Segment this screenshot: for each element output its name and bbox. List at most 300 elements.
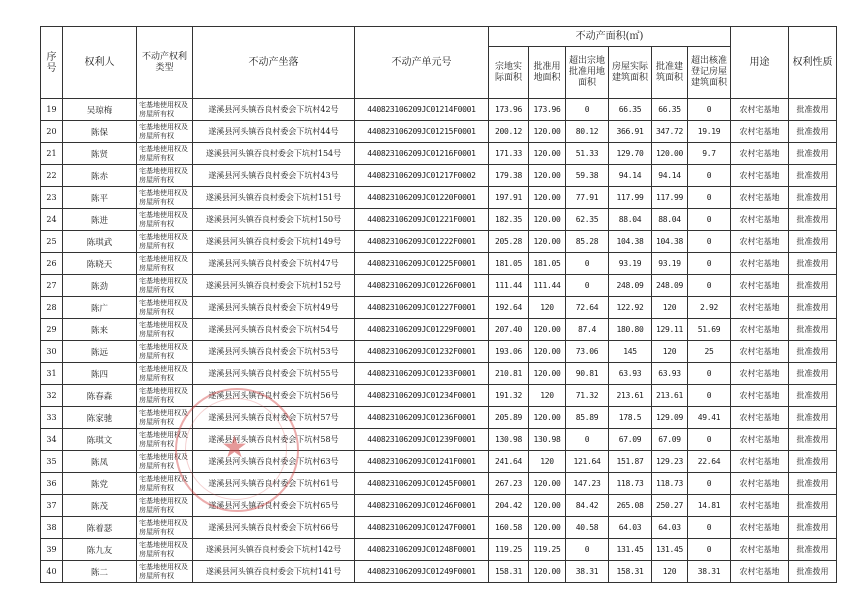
cell-right-type: 宅基地使用权及房屋所有权 [137,407,193,429]
cell-unit-number: 440823106209JC01233F0001 [355,363,489,385]
cell-approved-land: 120.00 [529,363,566,385]
cell-excess-building: 0 [688,165,731,187]
cell-actual-building: 180.80 [609,319,652,341]
cell-right-nature: 批准拨用 [789,495,837,517]
cell-actual-building: 64.03 [609,517,652,539]
cell-location: 遂溪县河头镇吞良村委会下坑村49号 [193,297,355,319]
cell-right-nature: 批准拨用 [789,341,837,363]
cell-location: 遂溪县河头镇吞良村委会下坑村55号 [193,363,355,385]
cell-usage: 农村宅基地 [731,341,789,363]
cell-actual-building: 178.5 [609,407,652,429]
cell-excess-building: 0 [688,429,731,451]
cell-usage: 农村宅基地 [731,385,789,407]
cell-right-type: 宅基地使用权及房屋所有权 [137,473,193,495]
cell-usage: 农村宅基地 [731,209,789,231]
cell-actual-building: 118.73 [609,473,652,495]
table-row [41,473,837,495]
cell-approved-land: 120.00 [529,209,566,231]
cell-approved-building: 250.27 [652,495,688,517]
cell-usage: 农村宅基地 [731,539,789,561]
cell-actual-building: 88.04 [609,209,652,231]
table-row [41,561,837,583]
cell-right-nature: 批准拨用 [789,253,837,275]
cell-land-area: 111.44 [489,275,529,297]
cell-owner: 陈着瑟 [63,517,137,539]
cell-land-area: 200.12 [489,121,529,143]
cell-right-nature: 批准拨用 [789,275,837,297]
cell-approved-building: 347.72 [652,121,688,143]
cell-approved-land: 111.44 [529,275,566,297]
cell-land-area: 210.81 [489,363,529,385]
cell-excess-building: 25 [688,341,731,363]
cell-unit-number: 440823106209JC01217F0002 [355,165,489,187]
cell-excess-building: 0 [688,539,731,561]
cell-actual-building: 63.93 [609,363,652,385]
cell-usage: 农村宅基地 [731,429,789,451]
cell-unit-number: 440823106209JC01241F0001 [355,451,489,473]
star-icon: ★ [221,430,248,465]
cell-location: 遂溪县河头镇吞良村委会下坑村66号 [193,517,355,539]
cell-excess-building: 9.7 [688,143,731,165]
cell-approved-building: 88.04 [652,209,688,231]
cell-usage: 农村宅基地 [731,451,789,473]
cell-usage: 农村宅基地 [731,187,789,209]
cell-approved-building: 120.00 [652,143,688,165]
cell-excess-building: 51.69 [688,319,731,341]
cell-excess-land: 71.32 [566,385,609,407]
table-row [41,429,837,451]
cell-location: 遂溪县河头镇吞良村委会下坑村56号 [193,385,355,407]
cell-approved-building: 94.14 [652,165,688,187]
cell-land-area: 173.96 [489,99,529,121]
cell-land-area: 241.64 [489,451,529,473]
cell-actual-building: 213.61 [609,385,652,407]
cell-right-type: 宅基地使用权及房屋所有权 [137,253,193,275]
cell-approved-land: 120.00 [529,495,566,517]
cell-approved-land: 120.00 [529,473,566,495]
cell-right-type: 宅基地使用权及房屋所有权 [137,99,193,121]
cell-actual-building: 67.09 [609,429,652,451]
cell-usage: 农村宅基地 [731,363,789,385]
cell-right-nature: 批准拨用 [789,451,837,473]
cell-excess-building: 2.92 [688,297,731,319]
cell-approved-land: 120.00 [529,319,566,341]
cell-seq: 38 [41,517,63,539]
table-row [41,231,837,253]
cell-seq: 25 [41,231,63,253]
cell-unit-number: 440823106209JC01245F0001 [355,473,489,495]
cell-approved-building: 117.99 [652,187,688,209]
cell-usage: 农村宅基地 [731,561,789,583]
cell-excess-land: 80.12 [566,121,609,143]
cell-right-nature: 批准拨用 [789,539,837,561]
cell-seq: 29 [41,319,63,341]
cell-usage: 农村宅基地 [731,253,789,275]
cell-actual-building: 131.45 [609,539,652,561]
cell-land-area: 181.05 [489,253,529,275]
table-row [41,253,837,275]
cell-owner: 陈进 [63,209,137,231]
table-row [41,209,837,231]
property-register-table [40,26,837,583]
cell-location: 遂溪县河头镇吞良村委会下坑村142号 [193,539,355,561]
cell-location: 遂溪县河头镇吞良村委会下坑村65号 [193,495,355,517]
cell-approved-building: 118.73 [652,473,688,495]
cell-right-type: 宅基地使用权及房屋所有权 [137,429,193,451]
table-row [41,165,837,187]
table-row [41,275,837,297]
cell-owner: 陈广 [63,297,137,319]
cell-usage: 农村宅基地 [731,231,789,253]
cell-right-nature: 批准拨用 [789,473,837,495]
cell-excess-land: 90.81 [566,363,609,385]
cell-approved-land: 120 [529,385,566,407]
cell-usage: 农村宅基地 [731,319,789,341]
cell-owner: 陈党 [63,473,137,495]
cell-approved-land: 119.25 [529,539,566,561]
cell-owner: 陈保 [63,121,137,143]
cell-seq: 32 [41,385,63,407]
cell-usage: 农村宅基地 [731,99,789,121]
cell-location: 遂溪县河头镇吞良村委会下坑村42号 [193,99,355,121]
cell-approved-building: 213.61 [652,385,688,407]
cell-right-nature: 批准拨用 [789,187,837,209]
cell-excess-building: 0 [688,209,731,231]
cell-seq: 36 [41,473,63,495]
cell-owner: 陈晓天 [63,253,137,275]
cell-location: 遂溪县河头镇吞良村委会下坑村141号 [193,561,355,583]
cell-excess-building: 0 [688,473,731,495]
cell-right-nature: 批准拨用 [789,429,837,451]
cell-seq: 24 [41,209,63,231]
table-row [41,121,837,143]
header-right-type: 不动产权利类型 [137,27,193,99]
cell-approved-building: 129.11 [652,319,688,341]
cell-land-area: 204.42 [489,495,529,517]
cell-unit-number: 440823106209JC01214F0001 [355,99,489,121]
cell-excess-building: 19.19 [688,121,731,143]
table-row [41,385,837,407]
cell-unit-number: 440823106209JC01216F0001 [355,143,489,165]
cell-excess-land: 38.31 [566,561,609,583]
cell-owner: 陈来 [63,319,137,341]
cell-land-area: 197.91 [489,187,529,209]
cell-location: 遂溪县河头镇吞良村委会下坑村47号 [193,253,355,275]
cell-approved-building: 63.93 [652,363,688,385]
cell-excess-land: 121.64 [566,451,609,473]
cell-excess-land: 62.35 [566,209,609,231]
cell-land-area: 179.38 [489,165,529,187]
cell-seq: 23 [41,187,63,209]
cell-actual-building: 248.09 [609,275,652,297]
cell-excess-land: 87.4 [566,319,609,341]
table-row [41,539,837,561]
cell-actual-building: 129.70 [609,143,652,165]
cell-usage: 农村宅基地 [731,165,789,187]
cell-unit-number: 440823106209JC01249F0001 [355,561,489,583]
cell-approved-building: 93.19 [652,253,688,275]
cell-right-nature: 批准拨用 [789,407,837,429]
cell-excess-land: 73.06 [566,341,609,363]
cell-right-type: 宅基地使用权及房屋所有权 [137,341,193,363]
cell-location: 遂溪县河头镇吞良村委会下坑村152号 [193,275,355,297]
cell-owner: 陈贤 [63,143,137,165]
cell-excess-land: 59.38 [566,165,609,187]
cell-approved-building: 248.09 [652,275,688,297]
cell-owner: 陈凤 [63,451,137,473]
cell-approved-building: 129.23 [652,451,688,473]
cell-seq: 30 [41,341,63,363]
cell-right-nature: 批准拨用 [789,209,837,231]
cell-excess-land: 85.28 [566,231,609,253]
cell-right-type: 宅基地使用权及房屋所有权 [137,143,193,165]
table-row [41,187,837,209]
cell-seq: 19 [41,99,63,121]
cell-owner: 陈四 [63,363,137,385]
table-row [41,451,837,473]
header-area-group: 不动产面积(㎡) [489,27,731,47]
table-body [41,99,837,583]
cell-location: 遂溪县河头镇吞良村委会下坑村154号 [193,143,355,165]
cell-unit-number: 440823106209JC01246F0001 [355,495,489,517]
cell-seq: 34 [41,429,63,451]
cell-right-nature: 批准拨用 [789,121,837,143]
cell-approved-building: 120 [652,341,688,363]
header-usage: 用途 [731,27,789,99]
header-seq: 序号 [41,27,63,99]
cell-excess-building: 14.81 [688,495,731,517]
cell-actual-building: 93.19 [609,253,652,275]
cell-right-type: 宅基地使用权及房屋所有权 [137,121,193,143]
cell-excess-building: 38.31 [688,561,731,583]
cell-excess-building: 0 [688,363,731,385]
cell-usage: 农村宅基地 [731,473,789,495]
cell-seq: 22 [41,165,63,187]
cell-location: 遂溪县河头镇吞良村委会下坑村57号 [193,407,355,429]
cell-right-type: 宅基地使用权及房屋所有权 [137,165,193,187]
cell-right-nature: 批准拨用 [789,385,837,407]
cell-land-area: 182.35 [489,209,529,231]
cell-actual-building: 66.35 [609,99,652,121]
cell-unit-number: 440823106209JC01220F0001 [355,187,489,209]
cell-seq: 27 [41,275,63,297]
cell-actual-building: 366.91 [609,121,652,143]
cell-location: 遂溪县河头镇吞良村委会下坑村44号 [193,121,355,143]
cell-approved-building: 120 [652,561,688,583]
cell-seq: 33 [41,407,63,429]
cell-land-area: 205.89 [489,407,529,429]
table-row [41,517,837,539]
cell-land-area: 205.28 [489,231,529,253]
cell-approved-land: 120 [529,297,566,319]
cell-unit-number: 440823106209JC01234F0001 [355,385,489,407]
cell-right-type: 宅基地使用权及房屋所有权 [137,517,193,539]
cell-approved-land: 120.00 [529,561,566,583]
cell-location: 遂溪县河头镇吞良村委会下坑村53号 [193,341,355,363]
cell-land-area: 193.06 [489,341,529,363]
cell-right-type: 宅基地使用权及房屋所有权 [137,209,193,231]
cell-approved-land: 120.00 [529,165,566,187]
table-row [41,143,837,165]
cell-actual-building: 104.38 [609,231,652,253]
table-row [41,319,837,341]
cell-right-type: 宅基地使用权及房屋所有权 [137,385,193,407]
cell-unit-number: 440823106209JC01232F0001 [355,341,489,363]
cell-seq: 28 [41,297,63,319]
cell-excess-land: 51.33 [566,143,609,165]
cell-right-nature: 批准拨用 [789,319,837,341]
cell-land-area: 267.23 [489,473,529,495]
cell-seq: 39 [41,539,63,561]
cell-excess-land: 147.23 [566,473,609,495]
cell-approved-land: 120.00 [529,341,566,363]
cell-excess-building: 0 [688,187,731,209]
cell-unit-number: 440823106209JC01221F0001 [355,209,489,231]
cell-unit-number: 440823106209JC01225F0001 [355,253,489,275]
cell-right-nature: 批准拨用 [789,297,837,319]
header-excess-land: 超出宗地批准用地面积 [566,47,609,99]
cell-land-area: 119.25 [489,539,529,561]
cell-location: 遂溪县河头镇吞良村委会下坑村150号 [193,209,355,231]
cell-approved-building: 129.09 [652,407,688,429]
cell-approved-building: 67.09 [652,429,688,451]
cell-actual-building: 145 [609,341,652,363]
cell-excess-land: 0 [566,429,609,451]
cell-usage: 农村宅基地 [731,407,789,429]
cell-actual-building: 117.99 [609,187,652,209]
cell-unit-number: 440823106209JC01229F0001 [355,319,489,341]
cell-excess-building: 0 [688,517,731,539]
cell-excess-building: 22.64 [688,451,731,473]
cell-owner: 陈九友 [63,539,137,561]
cell-excess-building: 0 [688,385,731,407]
cell-excess-building: 0 [688,253,731,275]
cell-right-nature: 批准拨用 [789,517,837,539]
cell-excess-land: 40.58 [566,517,609,539]
cell-owner: 陈琪武 [63,231,137,253]
cell-excess-land: 0 [566,275,609,297]
cell-land-area: 158.31 [489,561,529,583]
cell-seq: 31 [41,363,63,385]
cell-excess-land: 0 [566,253,609,275]
header-excess-building: 超出核准登记房屋建筑面积 [688,47,731,99]
table-row [41,407,837,429]
cell-right-type: 宅基地使用权及房屋所有权 [137,495,193,517]
cell-land-area: 130.98 [489,429,529,451]
cell-owner: 陈春森 [63,385,137,407]
cell-seq: 26 [41,253,63,275]
cell-actual-building: 158.31 [609,561,652,583]
cell-actual-building: 151.87 [609,451,652,473]
cell-right-type: 宅基地使用权及房屋所有权 [137,561,193,583]
cell-right-type: 宅基地使用权及房屋所有权 [137,539,193,561]
cell-approved-land: 120.00 [529,231,566,253]
cell-owner: 陈平 [63,187,137,209]
table-row [41,99,837,121]
cell-right-type: 宅基地使用权及房屋所有权 [137,363,193,385]
cell-excess-building: 0 [688,99,731,121]
cell-owner: 吴琼梅 [63,99,137,121]
cell-land-area: 160.58 [489,517,529,539]
cell-actual-building: 94.14 [609,165,652,187]
cell-unit-number: 440823106209JC01222F0001 [355,231,489,253]
table-row [41,495,837,517]
property-register-sheet [40,26,836,583]
cell-approved-building: 104.38 [652,231,688,253]
cell-right-type: 宅基地使用权及房屋所有权 [137,451,193,473]
cell-usage: 农村宅基地 [731,275,789,297]
cell-excess-land: 0 [566,99,609,121]
cell-excess-building: 0 [688,275,731,297]
cell-usage: 农村宅基地 [731,495,789,517]
cell-owner: 陈远 [63,341,137,363]
cell-approved-land: 120.00 [529,517,566,539]
header-land-area: 宗地实际面积 [489,47,529,99]
cell-usage: 农村宅基地 [731,143,789,165]
table-row [41,297,837,319]
cell-approved-land: 120.00 [529,143,566,165]
cell-usage: 农村宅基地 [731,517,789,539]
cell-excess-building: 0 [688,231,731,253]
cell-approved-land: 173.96 [529,99,566,121]
cell-usage: 农村宅基地 [731,297,789,319]
cell-actual-building: 122.92 [609,297,652,319]
cell-right-nature: 批准拨用 [789,231,837,253]
cell-land-area: 207.40 [489,319,529,341]
cell-location: 遂溪县河头镇吞良村委会下坑村151号 [193,187,355,209]
cell-approved-land: 130.98 [529,429,566,451]
cell-approved-land: 120.00 [529,121,566,143]
cell-excess-land: 84.42 [566,495,609,517]
cell-unit-number: 440823106209JC01226F0001 [355,275,489,297]
table-row [41,341,837,363]
cell-owner: 陈琪文 [63,429,137,451]
cell-excess-land: 85.89 [566,407,609,429]
cell-owner: 陈家驰 [63,407,137,429]
cell-approved-building: 131.45 [652,539,688,561]
cell-excess-land: 72.64 [566,297,609,319]
cell-unit-number: 440823106209JC01236F0001 [355,407,489,429]
cell-owner: 陈茂 [63,495,137,517]
header-approved-building: 批准建筑面积 [652,47,688,99]
cell-seq: 37 [41,495,63,517]
cell-unit-number: 440823106209JC01227F0001 [355,297,489,319]
cell-unit-number: 440823106209JC01239F0001 [355,429,489,451]
cell-location: 遂溪县河头镇吞良村委会下坑村63号 [193,451,355,473]
cell-approved-building: 120 [652,297,688,319]
cell-right-nature: 批准拨用 [789,165,837,187]
cell-owner: 陈赤 [63,165,137,187]
cell-approved-land: 181.05 [529,253,566,275]
header-owner: 权利人 [63,27,137,99]
header-approved-land: 批准用地面积 [529,47,566,99]
cell-unit-number: 440823106209JC01215F0001 [355,121,489,143]
cell-land-area: 171.33 [489,143,529,165]
cell-seq: 21 [41,143,63,165]
cell-owner: 陈二 [63,561,137,583]
cell-approved-land: 120.00 [529,187,566,209]
cell-location: 遂溪县河头镇吞良村委会下坑村54号 [193,319,355,341]
cell-location: 遂溪县河头镇吞良村委会下坑村43号 [193,165,355,187]
header-location: 不动产坐落 [193,27,355,99]
cell-approved-building: 64.03 [652,517,688,539]
cell-approved-building: 66.35 [652,99,688,121]
table-row [41,363,837,385]
cell-right-nature: 批准拨用 [789,561,837,583]
cell-location: 遂溪县河头镇吞良村委会下坑村58号 [193,429,355,451]
cell-excess-land: 77.91 [566,187,609,209]
cell-seq: 35 [41,451,63,473]
